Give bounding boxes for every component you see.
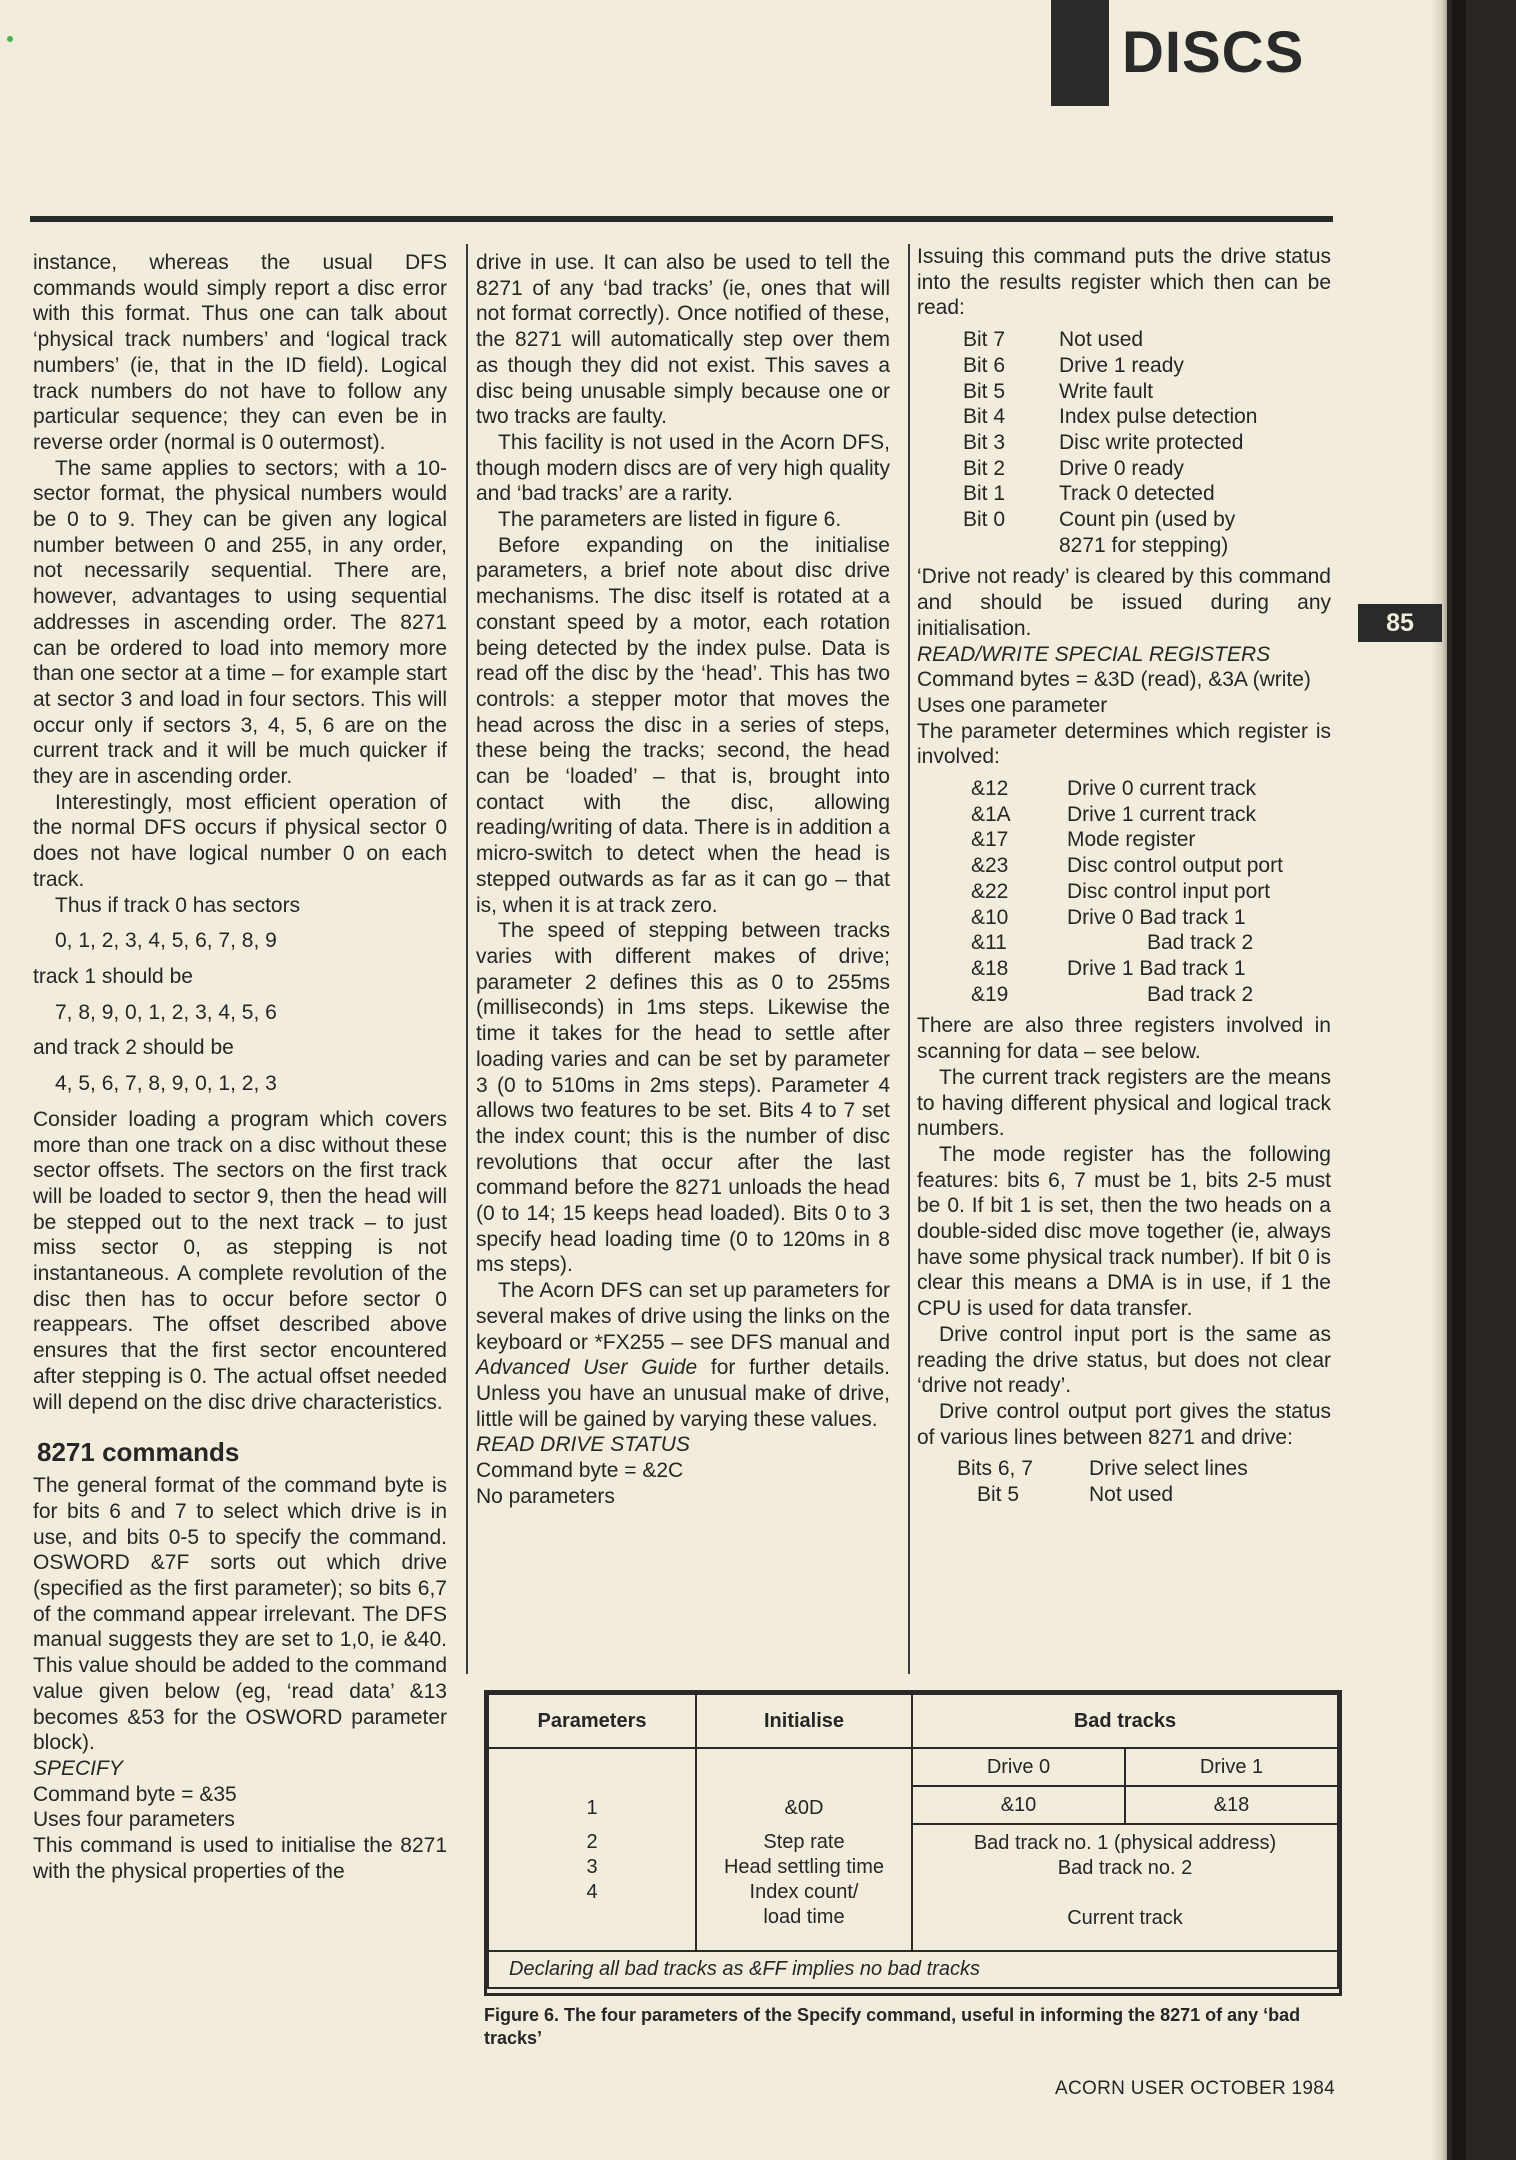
table-row	[957, 1482, 1248, 1508]
paragraph: ‘Drive not ready’ is cleared by this command and should be issued during any initialisation.	[917, 565, 1331, 640]
table-row	[971, 956, 1283, 982]
column-divider-2	[908, 244, 910, 1674]
table-row	[963, 507, 1279, 558]
bad-track-2: Bad track no. 2	[1057, 1857, 1193, 1879]
subheading-read-drive-status: READ DRIVE STATUS	[476, 1433, 690, 1457]
table-row	[971, 853, 1283, 879]
init-4a: Index count/	[749, 1881, 859, 1903]
command-byte-line: Command byte = &2C	[476, 1459, 684, 1483]
paragraph: instance, whereas the usual DFS commands would simply report a disc error with this format. Thus one can talk about ‘physical track numbers’ and ‘logical track numbers’ (ie, that in the ID field). Logical track numbers do not have to follow any particular sequence; they can even be in reverse order (normal is 0 outermost).	[33, 251, 447, 454]
parameters-line: No parameters	[476, 1484, 615, 1508]
header-initialise: Initialise	[696, 1694, 912, 1748]
drive1-register: &18	[1125, 1786, 1338, 1824]
table-row	[971, 827, 1283, 853]
table-row	[488, 1951, 1338, 1988]
table-row	[963, 404, 1279, 430]
paragraph: Before expanding on the initialise parameters, a brief note about disc drive mechanisms. The disc itself is rotated at a constant speed by a motor, each rotation being detected by the index pulse. Data is read off the disc by the ‘head’. This has two controls: a stepper motor that moves the head across the disc in a series of steps, these being the tracks; second, the head can be ‘loaded’ – that is, brought into contact with the disc, allowing reading/writing of data. There is in addition a micro-switch to detect when the head is stepped outwards as far as it can go – that is, when it is at track zero.	[476, 533, 890, 917]
scan-mark	[7, 36, 13, 42]
figure-caption: Figure 6. The four parameters of the Specify command, useful in informing the 8271 of any ‘bad tracks’	[484, 2005, 1301, 2048]
bit-meaning: Index pulse detection	[1059, 405, 1258, 429]
bit-meaning: Not used	[1059, 328, 1144, 352]
table-row	[971, 905, 1283, 931]
bit-label: Bit 0	[963, 508, 1006, 532]
param-cell: 1	[488, 1748, 696, 1824]
subheading-special-registers: READ/WRITE SPECIAL REGISTERS	[917, 642, 1271, 666]
book-title: Advanced User Guide	[476, 1356, 698, 1380]
table-row	[963, 353, 1279, 379]
bit-label: Bit 1	[963, 482, 1006, 506]
table-row	[963, 481, 1279, 507]
paragraph: There are also three registers involved in scanning for data – see below.	[917, 1014, 1331, 1064]
table-row	[971, 879, 1283, 905]
table-row	[963, 327, 1279, 353]
register-name: Drive 0 current track	[1067, 777, 1257, 801]
table-note: Declaring all bad tracks as &FF implies no bad tracks	[488, 1951, 1338, 1988]
register-name: Drive 0 Bad track 1	[1067, 905, 1246, 929]
register-code: &23	[971, 854, 1009, 878]
binding-shadow	[1452, 0, 1466, 2160]
column-2	[476, 250, 890, 1509]
register-name: Mode register	[1067, 828, 1196, 852]
parameters-line: Uses one parameter	[917, 693, 1108, 717]
init-2: Step rate	[763, 1831, 845, 1853]
command-byte-line: Command byte = &35	[33, 1782, 237, 1806]
bit-meaning: Track 0 detected	[1059, 482, 1215, 506]
page-footer: ACORN USER OCTOBER 1984	[1055, 2078, 1336, 2099]
paragraph: The current track registers are the means to having different physical and logical track numbers.	[917, 1065, 1331, 1141]
paragraph: The parameters are listed in figure 6.	[498, 508, 842, 532]
register-code: &1A	[971, 802, 1011, 826]
parameters-line: Uses four parameters	[33, 1808, 235, 1832]
paragraph: The mode register has the following features: bits 6, 7 must be 1, bits 2-5 must be 0. If bit 1 is set, then the two heads on a double-sided disc move together (ie, always have some physical track number). If bit 0 is clear this means a DMA is in use, if 1 the CPU is used for data transfer.	[917, 1142, 1331, 1321]
paragraph: The parameter determines which register is involved:	[917, 719, 1331, 769]
paragraph: The speed of stepping between tracks varies with different makes of drive; parameter 2 defines this as 0 to 255ms (milliseconds) in 1ms steps. Likewise the time it takes for the head to settle after loading varies and can be set by parameter 3 (0 to 510ms in 2ms steps). Parameter 4 allows two features to be set. Bits 4 to 7 set the index count; this is the number of disc revolutions that occur after the last command before the 8271 unloads the head (0 to 14; 15 keeps head loaded). Bits 0 to 3 specify head loading time (0 to 120ms in 8 ms steps).	[476, 919, 890, 1277]
register-name: Disc control input port	[1067, 879, 1271, 903]
column-divider-1	[466, 244, 468, 1674]
table-row	[971, 982, 1283, 1008]
register-name: Drive 1 current track	[1067, 802, 1257, 826]
register-code: &12	[971, 777, 1009, 801]
text-run: for further details. Unless you have an unusual make of drive, little will be gained by varying these values.	[476, 1356, 890, 1431]
drive-lines-table	[957, 1456, 1248, 1507]
bit-meaning: Drive 1 ready	[1059, 353, 1184, 377]
register-code: &22	[971, 879, 1009, 903]
column-3	[917, 244, 1331, 1514]
command-byte-line: Command bytes = &3D (read), &3A (write)	[917, 668, 1311, 692]
status-bits-table	[963, 327, 1279, 558]
subheading-specify: SPECIFY	[33, 1756, 123, 1780]
paragraph: Drive control output port gives the status of various lines between 8271 and drive:	[917, 1399, 1331, 1449]
bit-meaning: Drive select lines	[1089, 1457, 1248, 1481]
paragraph: track 1 should be	[33, 964, 193, 988]
bit-label: Bit 6	[963, 353, 1006, 377]
bit-label: Bit 5	[977, 1483, 1020, 1507]
bad-track-cell	[912, 1824, 1338, 1951]
paragraph: This facility is not used in the Acorn DFS, though modern discs are of very high quality and ‘bad tracks’ are a rarity.	[476, 430, 890, 506]
paragraph: Consider loading a program which covers more than one track on a disc without these sector offsets. The sectors on the first track will be loaded to sector 9, then the head will be stepped out to the next track – to just miss sector 0, as stepping is not instantaneous. A complete revolution of the disc then has to occur before sector 0 reappears. The offset described above ensures that the first sector encountered after stepping is 0. The actual offset needed will depend on the disc drive characteristics.	[33, 1107, 447, 1414]
register-name: Disc control output port	[1067, 854, 1283, 878]
paragraph: drive in use. It can also be used to tell the 8271 of any ‘bad tracks’ (ie, ones that will not format correctly). Once notified of these, the 8271 will automatically step over them as though they did not exist. This saves a disc being unusable simply because one or two tracks are faulty.	[476, 251, 890, 429]
section-heading: 8271 commands	[37, 1437, 240, 1468]
init-cell: &0D	[696, 1748, 912, 1824]
bit-meaning: Count pin (used by 8271 for stepping)	[1059, 508, 1236, 557]
register-code: &17	[971, 828, 1009, 852]
register-name: Bad track 2	[1147, 982, 1254, 1006]
init-4b: load time	[763, 1906, 845, 1928]
bit-label: Bit 3	[963, 430, 1006, 454]
bit-meaning: Not used	[1089, 1483, 1174, 1507]
header-parameters: Parameters	[488, 1694, 696, 1748]
section-title: DISCS	[1122, 20, 1305, 85]
bit-label: Bits 6, 7	[957, 1457, 1033, 1481]
specify-parameters-table	[487, 1693, 1339, 1989]
bit-meaning: Write fault	[1059, 379, 1154, 403]
table-row	[971, 930, 1283, 956]
text-run: The Acorn DFS can set up parameters for several makes of drive using the links on the keyboard or *FX255 – see DFS manual and	[476, 1279, 890, 1354]
bit-label: Bit 2	[963, 456, 1006, 480]
paragraph: This command is used to initialise the 8271 with the physical properties of the	[33, 1834, 447, 1883]
register-name: Bad track 2	[1147, 931, 1254, 955]
header-rule	[30, 216, 1333, 222]
page-edge	[1430, 0, 1447, 2160]
drive0-register: &10	[912, 1786, 1125, 1824]
paragraph: Interestingly, most efficient operation of the normal DFS occurs if physical sector 0 does not have logical number 0 on each track.	[33, 790, 447, 891]
table-row	[971, 776, 1283, 802]
paragraph: and track 2 should be	[33, 1036, 234, 1060]
drive1-header: Drive 1	[1125, 1748, 1338, 1786]
bad-track-1: Bad track no. 1 (physical address)	[973, 1832, 1277, 1854]
paragraph: Drive control input port is the same as reading the drive status, but does not clear ‘drive not ready’.	[917, 1322, 1331, 1398]
table-row	[488, 1824, 1338, 1951]
paragraph	[476, 1278, 890, 1432]
sector-sequence: 4, 5, 6, 7, 8, 9, 0, 1, 2, 3	[55, 1072, 277, 1096]
register-code: &11	[971, 931, 1007, 955]
paragraph: Thus if track 0 has sectors	[55, 893, 301, 917]
bit-meaning: Disc write protected	[1059, 430, 1244, 454]
table-row	[971, 802, 1283, 828]
param-3: 3	[586, 1856, 598, 1878]
registers-table	[971, 776, 1283, 1007]
page-number: 85	[1358, 604, 1442, 642]
param-cell	[488, 1824, 696, 1951]
drive0-header: Drive 0	[912, 1748, 1125, 1786]
column-1	[33, 250, 447, 1884]
section-marker-block	[1051, 0, 1109, 106]
table-header-row	[488, 1694, 1338, 1748]
table-row	[957, 1456, 1248, 1482]
sector-sequence: 0, 1, 2, 3, 4, 5, 6, 7, 8, 9	[55, 929, 277, 953]
bit-label: Bit 5	[963, 379, 1006, 403]
init-3: Head settling time	[723, 1856, 885, 1878]
register-code: &10	[971, 905, 1009, 929]
register-name: Drive 1 Bad track 1	[1067, 956, 1246, 980]
paragraph: Issuing this command puts the drive status into the results register which then can be read:	[917, 245, 1331, 320]
table-row	[488, 1748, 1338, 1786]
figure-6-table	[484, 1690, 1342, 1996]
header-bad-tracks: Bad tracks	[912, 1694, 1338, 1748]
table-row	[963, 456, 1279, 482]
table-row	[963, 430, 1279, 456]
bit-meaning: Drive 0 ready	[1059, 456, 1184, 480]
current-track: Current track	[1067, 1907, 1183, 1929]
paragraph: The same applies to sectors; with a 10-sector format, the physical numbers would be 0 to 9. They can be given any logical number between 0 and 255, in any order, not necessarily sequential. There are, however, advantages to using sequential addresses in ascending order. The 8271 can be ordered to load into memory more than one sector at a time – for example start at sector 3 and load in four sectors. This will occur only if sectors 3, 4, 5, 6 are on the current track and it will be much quicker if they are in ascending order.	[33, 456, 447, 789]
register-code: &18	[971, 956, 1009, 980]
table-row	[963, 379, 1279, 405]
bit-label: Bit 4	[963, 405, 1006, 429]
paragraph: The general format of the command byte is for bits 6 and 7 to select which drive is in use, and bits 0-5 to specify the command. OSWORD &7F sorts out which drive (specified as the first parameter); so bits 6,7 of the command appear irrelevant. The DFS manual suggests they are set to 1,0, ie &40. This value should be added to the command value given below (eg, ‘read data’ &13 becomes &53 for the OSWORD parameter block).	[33, 1474, 447, 1755]
init-cell	[696, 1824, 912, 1951]
register-code: &19	[971, 982, 1009, 1006]
sector-sequence: 7, 8, 9, 0, 1, 2, 3, 4, 5, 6	[55, 1000, 277, 1024]
bit-label: Bit 7	[963, 328, 1006, 352]
param-4: 4	[586, 1881, 598, 1903]
param-2: 2	[586, 1831, 598, 1853]
